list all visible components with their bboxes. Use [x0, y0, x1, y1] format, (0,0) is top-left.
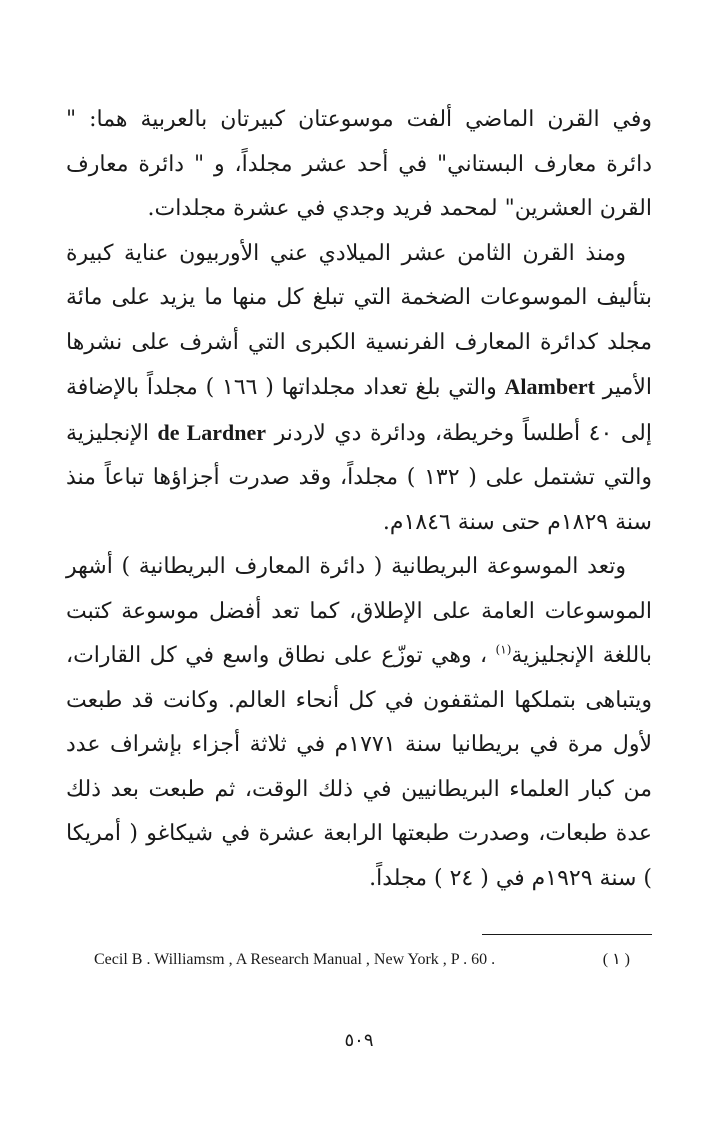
- footnote-divider: [482, 934, 652, 935]
- footnote-reference: (١): [495, 642, 512, 657]
- footnote-number: ( ١ ): [602, 951, 630, 968]
- paragraph-1: [66, 98, 652, 232]
- footnote: [66, 946, 652, 974]
- paragraph-3: [66, 545, 652, 901]
- footnote-text: Cecil B . Williamsm , A Research Manual , New York , P . 60 .: [94, 951, 496, 968]
- paragraph-1-text: وفي القرن الماضي ألفت موسوعتان كبيرتان بالعربية هما: " دائرة معارف البستاني" في أحد عشر مجلداً، و " دائرة معارف القرن العشرين" لمحمد فريد وجدي في عشرة مجلدات.: [66, 107, 652, 221]
- latin-term-de-lardner: de Lardner: [157, 419, 267, 445]
- paragraph-3-part-1: وتعد الموسوعة البريطانية ( دائرة المعارف البريطانية ) أشهر الموسوعات العامة على الإطلاق، كما تعد أفضل موسوعة كتبت باللغة الإنجليزية: [66, 554, 652, 668]
- paragraph-2: [66, 232, 652, 546]
- paragraph-2-part-1: ومنذ القرن الثامن عشر الميلادي عني الأوربيون عناية كبيرة بتأليف الموسوعات الضخمة التي تبلغ كل منها ما يزيد على مائة مجلد كدائرة المعارف الفرنسية الكبرى التي أشرف على نشرها الأمير: [66, 240, 652, 400]
- paragraph-2-part-2: والتي بلغ تعداد مجلداتها ( ١٦٦ ) مجلداً بالإضافة إلى ٤٠ أطلساً وخريطة، ودائرة دي لاردنر: [66, 375, 652, 446]
- paragraph-2-part-3: الإنجليزية والتي تشتمل على ( ١٣٢ ) مجلداً، وقد صدرت أجزاؤها تباعاً منذ سنة ١٨٢٩م حتى سنة ١٨٤٦م.: [66, 420, 652, 535]
- body-text: [66, 98, 652, 901]
- latin-term-alambert: Alambert: [504, 374, 595, 399]
- page-number: ٥٠٩: [344, 1030, 374, 1051]
- paragraph-3-part-2: ، وهي توزّع على نطاق واسع في كل القارات، ويتباهى بتملكها المثقفون في كل أنحاء العالم. وكانت قد طبعت لأول مرة في بريطانيا سنة ١٧٧١م في ثلاثة أجزاء بإشراف عدد من كبار العلماء البريطانيين في ذلك الوقت، ثم طبعت بعد ذلك عدة طبعات، وصدرت طبعتها الرابعة عشرة في شيكاغو ( أمريكا ) سنة ١٩٢٩م في ( ٢٤ ) مجلداً.: [66, 643, 652, 891]
